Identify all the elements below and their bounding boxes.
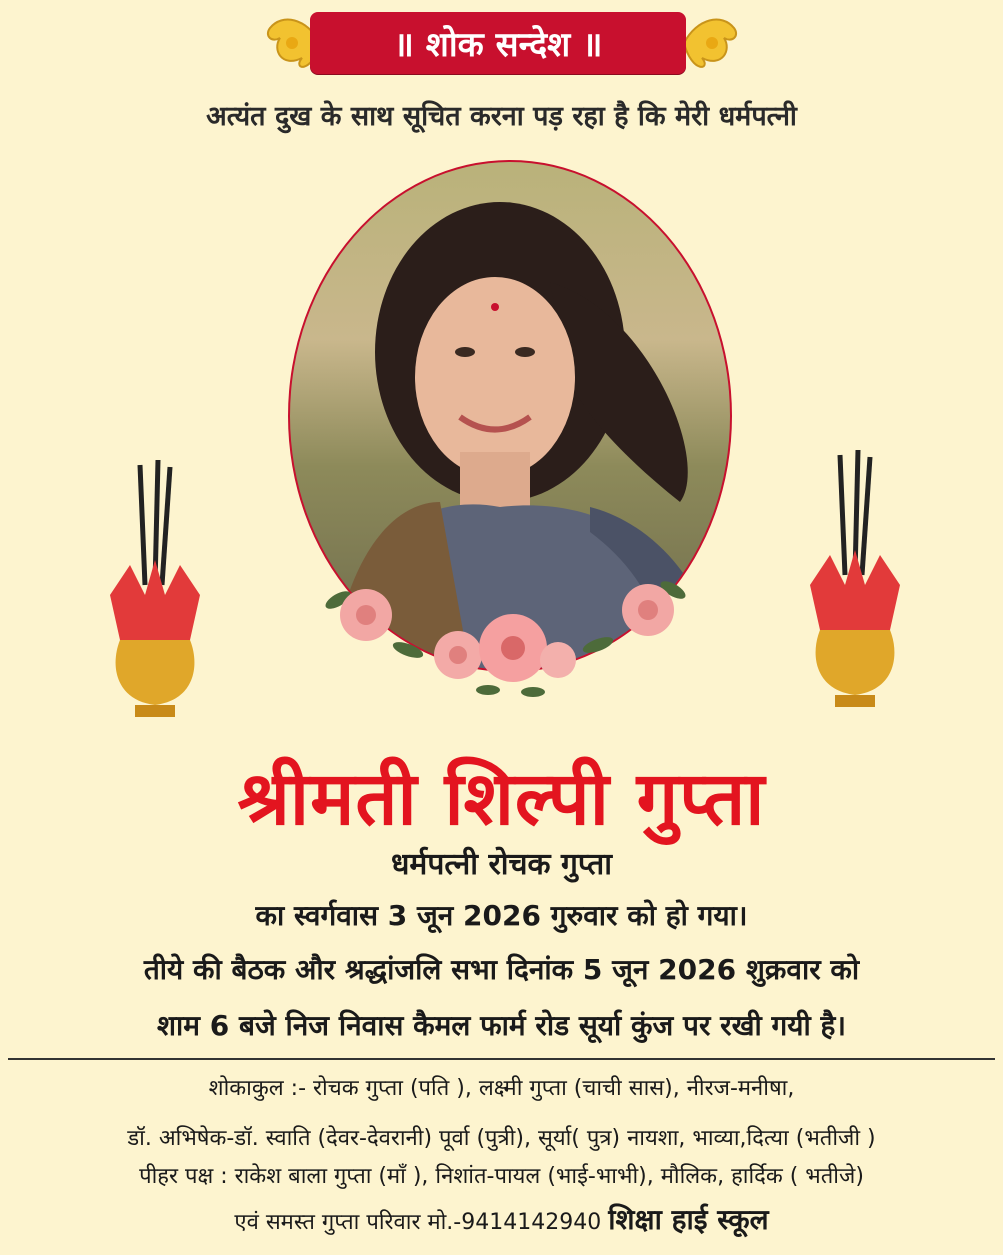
school-name: शिक्षा हाई स्कूल xyxy=(608,1203,769,1236)
family-line-4 xyxy=(0,1200,1003,1238)
meeting-date: दिनांक 5 जून 2026 शुक्रवार को xyxy=(496,953,860,986)
kalash-incense-left-icon xyxy=(100,455,210,725)
intro-text: अत्यंत दुख के साथ सूचित करना पड़ रहा है कि मेरी धर्मपत्नी xyxy=(206,101,797,132)
meeting-label: तीये की बैठक और श्रद्धांजलि सभा xyxy=(143,953,497,986)
deceased-name: श्रीमती शिल्पी गुप्ता xyxy=(237,756,766,842)
family-line-3: पीहर पक्ष : राकेश बाला गुप्ता (माँ ), निशांत-पायल (भाई-भाभी), मौलिक, हार्दिक ( भतीजे) xyxy=(139,1164,864,1189)
family-line-2: डॉ. अभिषेक-डॉ. स्वाति (देवर-देवरानी) पूर्वा (पुत्री), सूर्या( पुत्र) नायशा, भाव्या,दित्या (भतीजी ) xyxy=(127,1126,876,1151)
meeting-line-2: शाम 6 बजे निज निवास कैमल फार्म रोड सूर्या कुंज पर रखी गयी है। xyxy=(156,1009,847,1042)
divider xyxy=(8,1058,995,1060)
kalash-incense-right-icon xyxy=(800,445,910,715)
flower-garland-icon xyxy=(318,560,698,710)
condolence-banner xyxy=(310,12,686,74)
meeting-line-1 xyxy=(0,950,1003,988)
spouse-line: धर्मपत्नी रोचक गुप्ता xyxy=(390,847,613,882)
banner-title: ॥ शोक सन्देश ॥ xyxy=(393,25,603,65)
family-line-1: शोकाकुल :- रोचक गुप्ता (पति ), लक्ष्मी गुप्ता (चाची सास), नीरज-मनीषा, xyxy=(208,1076,795,1101)
demise-date-line: का स्वर्गवास 3 जून 2026 गुरुवार को हो गया। xyxy=(255,899,748,932)
ornament-right-icon xyxy=(680,8,742,78)
family-contact: एवं समस्त गुप्ता परिवार मो.-9414142940 xyxy=(234,1210,609,1235)
